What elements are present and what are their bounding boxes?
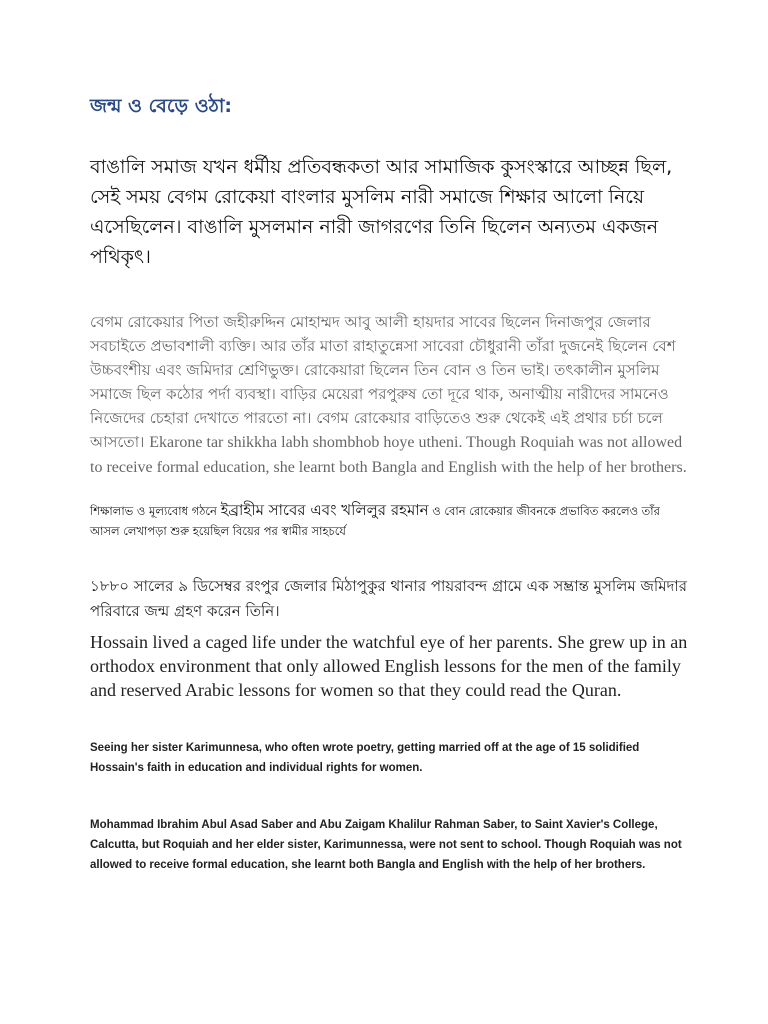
sister-paragraph: Seeing her sister Karimunnesa, who often wrote poetry, getting married off at the age of 15 solidified Hossain's faith in education and individual rights for women.	[90, 742, 640, 774]
education-text-part2: ইব্রাহীম সাবের এবং খলিলুর রহমান	[220, 501, 429, 519]
intro-paragraph: বাঙালি সমাজ যখন ধর্মীয় প্রতিবন্ধকতা আর সামাজিক কুসংস্কারে আচ্ছন্ন ছিল, সেই সময় বেগম রোকেয়া বাংলার মুসলিম নারী সমাজে শিক্ষার আলো নিয়ে এসেছিলেন। বাঙালি মুসলমান নারী জাগরণের তিনি ছিলেন অন্যতম একজন পথিকৃৎ।	[90, 156, 673, 268]
family-bangla-text: বেগম রোকেয়ার পিতা জহীরুদ্দিন মোহাম্মদ আবু আলী হায়দার সাবের ছিলেন দিনাজপুর জেলার সবচাইতে প্রভাবশালী ব্যক্তি। আর তাঁর মাতা রাহাতুন্নেসা সাবেরা চৌধুরানী তাঁরা দুজনেই ছিলেন বেশ উচ্চবংশীয় এবং জমিদার শ্রেণিভুক্ত। রোকেয়ারা ছিলেন তিন বোন ও তিন ভাই। তৎকালীন মুসলিম সমাজে ছিল কঠোর পর্দা ব্যবস্থা। বাড়ির মেয়েরা পরপুরুষ তো দূরে থাক, অনাত্মীয় নারীদের সামনেও নিজেদের চেহারা দেখাতে পারতো না। বেগম রোকেয়ার বাড়িতেও শুরু থেকেই এই প্রথার চর্চা চলে আসতো।	[90, 313, 676, 451]
education-paragraph	[90, 500, 690, 541]
family-paragraph	[90, 310, 690, 480]
education-text-part3: ও বোন রোকেয়ার জীবনকে প্রভাবিত করলেও তাঁর আসল লেখাপড়া শুরু হয়েছিল বিয়ের পর স্বামীর সাহচর্যে	[90, 504, 660, 538]
section-heading: জন্ম ও বেড়ে ওঠা:	[90, 95, 232, 117]
caged-life-paragraph: Hossain lived a caged life under the watchful eye of her parents. She grew up in an orthodox environment that only allowed English lessons for the men of the family and reserved Arabic lessons for women so that they could read the Quran.	[90, 632, 688, 700]
brothers-paragraph: Mohammad Ibrahim Abul Asad Saber and Abu Zaigam Khalilur Rahman Saber, to Saint Xavier's College, Calcutta, but Roquiah and her elder sister, Karimunnessa, were not sent to school. Though Roquiah was not allowed to receive formal education, she learnt both Bangla and English with the help of her brothers.	[90, 819, 682, 871]
family-english-text: Ekarone tar shikkha labh shombhob hoye utheni. Though Roquiah was not allowed to receive formal education, she learnt both Bangla and English with the help of her brothers.	[90, 434, 687, 476]
education-text-part1: শিক্ষালাভ ও মূল্যবোধ গঠনে	[90, 504, 221, 518]
birth-paragraph: ১৮৮০ সালের ৯ ডিসেম্বর রংপুর জেলার মিঠাপুকুর থানার পায়রাবন্দ গ্রামে এক সম্ভ্রান্ত মুসলিম জমিদার পরিবারে জন্ম গ্রহণ করেন তিনি।	[90, 577, 688, 620]
